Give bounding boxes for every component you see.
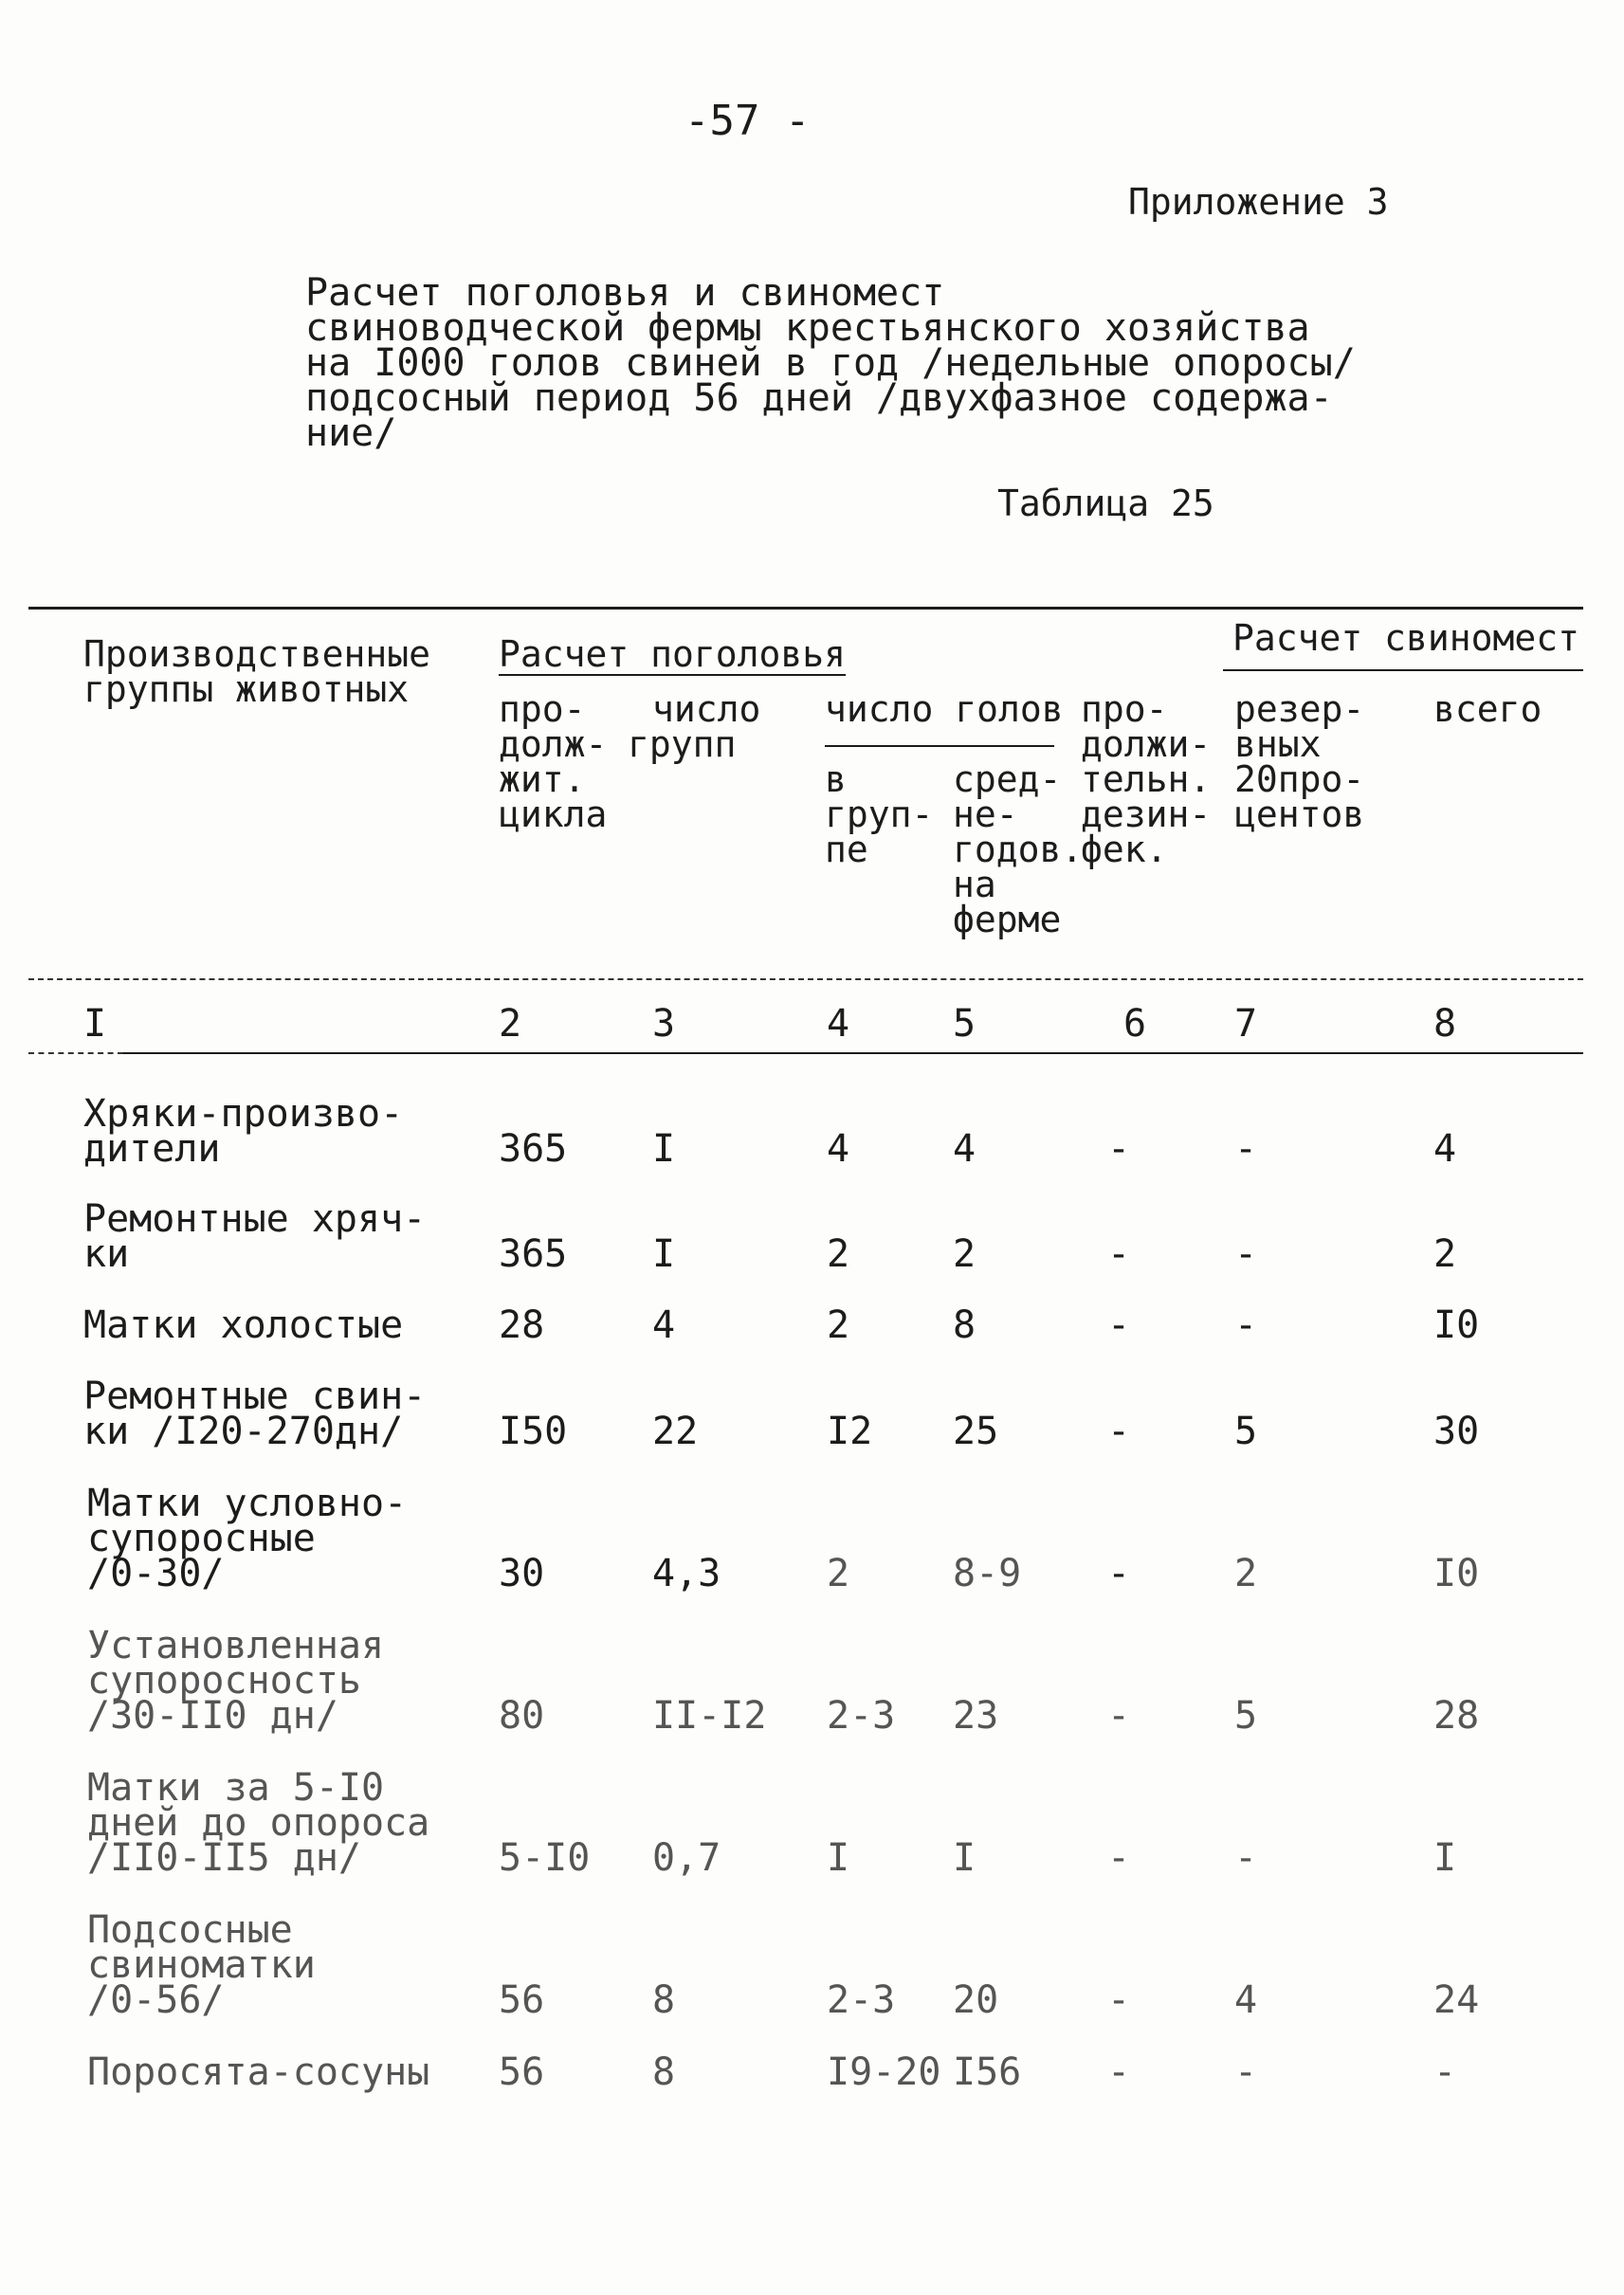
- appendix-label: Приложение 3: [1128, 181, 1389, 223]
- row-name: Матки за 5-I0: [87, 1766, 385, 1810]
- cell-avg-year: 20: [953, 1978, 999, 2022]
- cell-num-groups: 8: [652, 1978, 676, 2022]
- header-num-groups: групп: [628, 723, 737, 765]
- cell-reserve: -: [1234, 1836, 1258, 1880]
- header-reserve: центов: [1234, 793, 1365, 835]
- row-name: /0-30/: [87, 1552, 225, 1595]
- column-number: 4: [827, 1002, 850, 1046]
- header-bottom-rule: [28, 978, 1583, 980]
- header-avg-year: ферме: [953, 899, 1062, 940]
- cell-avg-year: I: [953, 1836, 976, 1880]
- cell-reserve: 5: [1234, 1410, 1258, 1453]
- cell-reserve: -: [1234, 2050, 1258, 2094]
- header-disinfect: фек.: [1081, 829, 1168, 870]
- cell-num-groups: 8: [652, 2050, 676, 2094]
- header-in-group: в: [825, 758, 847, 800]
- header-in-group: пе: [825, 829, 868, 870]
- cell-reserve: -: [1234, 1303, 1258, 1347]
- column-number: 8: [1433, 1002, 1457, 1046]
- header-duration: цикла: [499, 793, 608, 835]
- row-name: дней до опороса: [87, 1801, 430, 1845]
- cell-total: I0: [1433, 1552, 1480, 1595]
- table-label: Таблица 25: [997, 483, 1214, 524]
- cell-in-group: I9-20: [827, 2050, 941, 2094]
- title-line: свиноводческой фермы крестьянского хозяйства: [305, 306, 1310, 350]
- header-duration: долж-: [499, 723, 608, 765]
- row-name: /30-II0 дн/: [87, 1694, 338, 1738]
- row-name: ки: [83, 1232, 130, 1276]
- column-number: I: [83, 1002, 107, 1046]
- cell-duration: I50: [499, 1410, 568, 1453]
- cell-total: I: [1433, 1836, 1457, 1880]
- row-name: супоросность: [87, 1659, 361, 1703]
- row-name: Поросята-сосуны: [87, 2050, 430, 2094]
- cell-avg-year: I56: [953, 2050, 1022, 2094]
- row-name: свиноматки: [87, 1943, 316, 1987]
- colnum-left-dash: [28, 1052, 123, 1054]
- cell-avg-year: 23: [953, 1694, 999, 1738]
- cell-in-group: 4: [827, 1127, 850, 1171]
- cell-reserve: 4: [1234, 1978, 1258, 2022]
- cell-total: 28: [1433, 1694, 1480, 1738]
- cell-total: 30: [1433, 1410, 1480, 1453]
- cell-disinfect: -: [1107, 1127, 1131, 1171]
- header-in-group: груп-: [825, 793, 934, 835]
- cell-num-groups: 22: [652, 1410, 699, 1453]
- cell-total: 2: [1433, 1232, 1457, 1276]
- column-number: 2: [499, 1002, 522, 1046]
- cell-duration: 56: [499, 2050, 545, 2094]
- row-name: супоросные: [87, 1517, 316, 1560]
- row-name: Подсосные: [87, 1908, 293, 1952]
- cell-disinfect: -: [1107, 1694, 1131, 1738]
- heads-subheader-rule: [825, 745, 1054, 747]
- header-livestock-group: Расчет поголовья: [499, 633, 847, 675]
- cell-reserve: -: [1234, 1127, 1258, 1171]
- cell-num-groups: I: [652, 1127, 676, 1171]
- cell-duration: 365: [499, 1232, 568, 1276]
- cell-in-group: 2: [827, 1303, 850, 1347]
- header-avg-year: сред-: [953, 758, 1062, 800]
- title-line: подсосный период 56 дней /двухфазное содержа-: [305, 376, 1333, 420]
- header-duration: про-: [499, 688, 586, 730]
- row-name: Хряки-произво-: [83, 1092, 404, 1136]
- header-total: всего: [1433, 688, 1542, 730]
- column-number: 5: [953, 1002, 976, 1046]
- header-num-heads: число голов: [825, 688, 1064, 730]
- row-name: Ремонтные свин-: [83, 1375, 427, 1418]
- title-line: ние/: [305, 411, 397, 455]
- cell-num-groups: 4,3: [652, 1552, 721, 1595]
- header-avg-year: годов.: [953, 829, 1084, 870]
- cell-reserve: 2: [1234, 1552, 1258, 1595]
- cell-disinfect: -: [1107, 1836, 1131, 1880]
- places-group-rule: [1223, 669, 1583, 671]
- row-name: /0-56/: [87, 1978, 225, 2022]
- colnum-bottom-rule: [123, 1052, 1583, 1054]
- header-disinfect: про-: [1081, 688, 1168, 730]
- cell-reserve: 5: [1234, 1694, 1258, 1738]
- header-disinfect: дезин-: [1081, 793, 1212, 835]
- cell-total: -: [1433, 2050, 1457, 2094]
- row-name: Установленная: [87, 1624, 385, 1667]
- cell-avg-year: 4: [953, 1127, 976, 1171]
- cell-avg-year: 2: [953, 1232, 976, 1276]
- cell-disinfect: -: [1107, 1410, 1131, 1453]
- column-number: 6: [1123, 1002, 1147, 1046]
- cell-disinfect: -: [1107, 1303, 1131, 1347]
- column-number: 3: [652, 1002, 676, 1046]
- header-disinfect: должи-: [1081, 723, 1212, 765]
- cell-avg-year: 8-9: [953, 1552, 1022, 1595]
- cell-in-group: 2-3: [827, 1978, 896, 2022]
- cell-in-group: I: [827, 1836, 850, 1880]
- cell-in-group: 2-3: [827, 1694, 896, 1738]
- row-name: дители: [83, 1127, 221, 1171]
- row-name: Ремонтные хряч-: [83, 1197, 427, 1241]
- cell-total: I0: [1433, 1303, 1480, 1347]
- cell-num-groups: 0,7: [652, 1836, 721, 1880]
- header-reserve: 20про-: [1234, 758, 1365, 800]
- cell-num-groups: I: [652, 1232, 676, 1276]
- cell-disinfect: -: [1107, 1978, 1131, 2022]
- cell-avg-year: 25: [953, 1410, 999, 1453]
- header-places-group: Расчет свиномест: [1232, 617, 1580, 659]
- cell-duration: 5-I0: [499, 1836, 591, 1880]
- row-name: /II0-II5 дн/: [87, 1836, 361, 1880]
- column-number: 7: [1234, 1002, 1258, 1046]
- header-groups-line2: группы животных: [83, 668, 410, 710]
- cell-duration: 56: [499, 1978, 545, 2022]
- cell-in-group: 2: [827, 1552, 850, 1595]
- header-avg-year: не-: [953, 793, 1018, 835]
- cell-reserve: -: [1234, 1232, 1258, 1276]
- title-line: на I000 голов свиней в год /недельные опоросы/: [305, 341, 1356, 385]
- cell-duration: 28: [499, 1303, 545, 1347]
- table-top-rule: [28, 607, 1583, 610]
- row-name: Матки условно-: [87, 1482, 408, 1525]
- header-reserve: вных: [1234, 723, 1322, 765]
- header-groups-line1: Производственные: [83, 633, 431, 675]
- cell-disinfect: -: [1107, 1552, 1131, 1595]
- cell-disinfect: -: [1107, 2050, 1131, 2094]
- page-number: -57 -: [684, 97, 811, 145]
- cell-avg-year: 8: [953, 1303, 976, 1347]
- cell-total: 4: [1433, 1127, 1457, 1171]
- cell-total: 24: [1433, 1978, 1480, 2022]
- cell-num-groups: 4: [652, 1303, 676, 1347]
- header-avg-year: на: [953, 864, 996, 905]
- header-num-groups: число: [652, 688, 761, 730]
- cell-in-group: I2: [827, 1410, 873, 1453]
- cell-num-groups: II-I2: [652, 1694, 767, 1738]
- cell-duration: 30: [499, 1552, 545, 1595]
- header-reserve: резер-: [1234, 688, 1365, 730]
- cell-in-group: 2: [827, 1232, 850, 1276]
- cell-duration: 365: [499, 1127, 568, 1171]
- cell-duration: 80: [499, 1694, 545, 1738]
- row-name: ки /I20-270дн/: [83, 1410, 404, 1453]
- title-line: Расчет поголовья и свиномест: [305, 271, 945, 315]
- header-duration: жит.: [499, 758, 586, 800]
- row-name: Матки холостые: [83, 1303, 404, 1347]
- cell-disinfect: -: [1107, 1232, 1131, 1276]
- header-disinfect: тельн.: [1081, 758, 1212, 800]
